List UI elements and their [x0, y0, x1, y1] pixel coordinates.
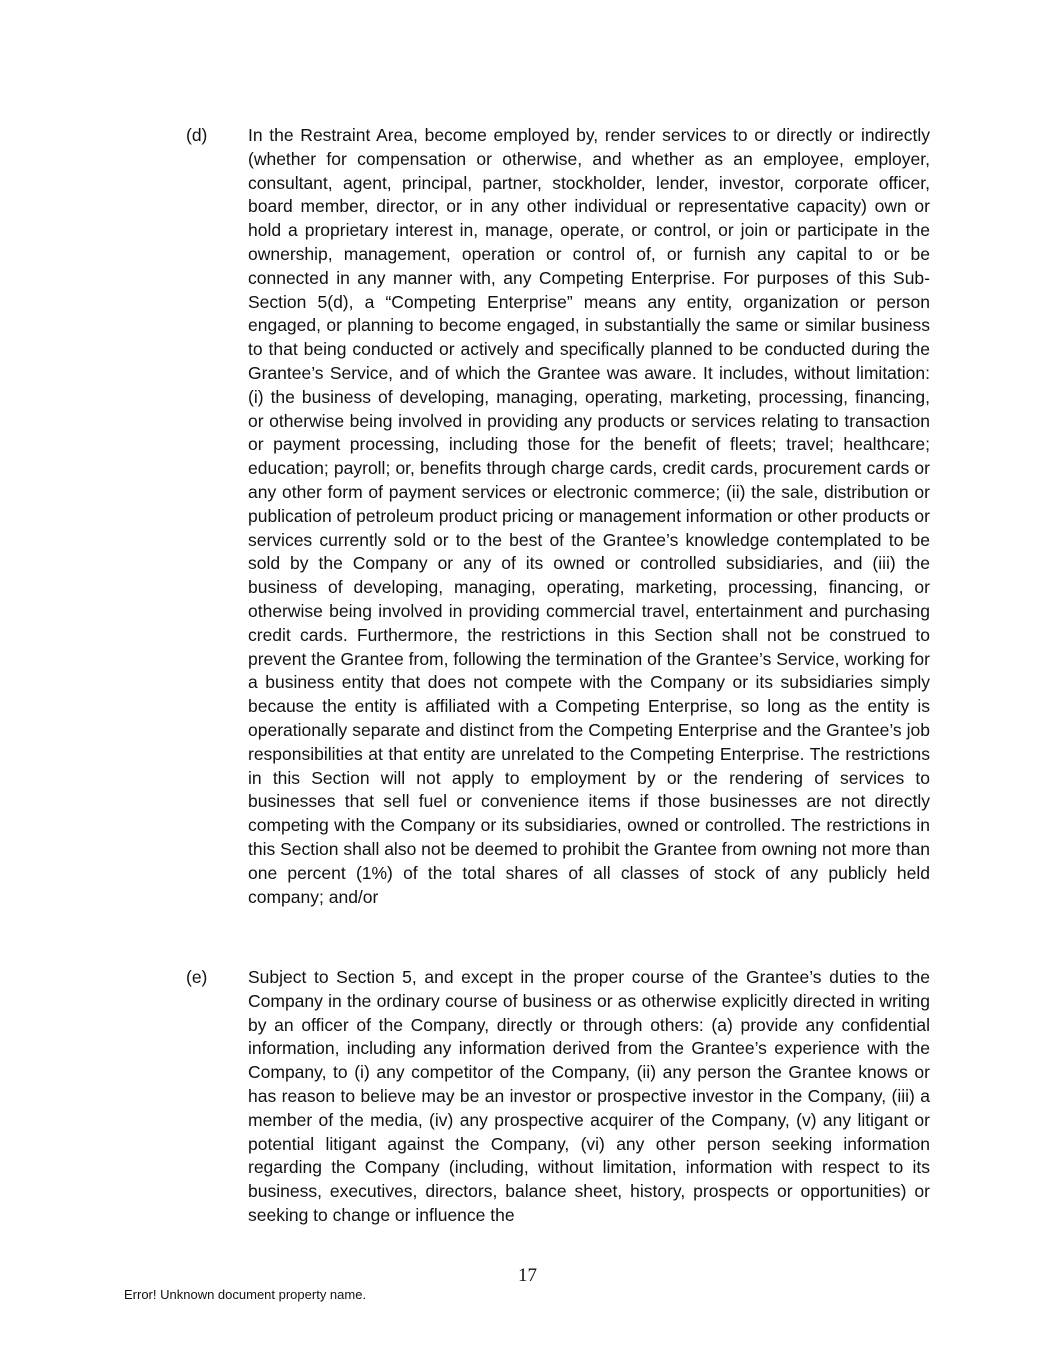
- clause-text: In the Restraint Area, become employed by, render services to or directly or indirectly (whether for compensation or otherwise, and whether as an employee, employer, consultant, agent, principal, partner, stockholder, lender, investor, corporate officer, board member, director, or in any other individual or representative capacity) own or hold a proprietary interest in, manage, operate, or control, or join or participate in the ownership, management, operation or control of, or furnish any capital to or be connected in any manner with, any Competing Enterprise. For purposes of this Sub-Section 5(d), a “Competing Enterprise” means any entity, organization or person engaged, or planning to become engaged, in substantially the same or similar business to that being conducted or actively and specifically planned to be conducted during the Grantee’s Service, and of which the Grantee was aware. It includes, without limitation: (i) the business of developing, managing, operating, marketing, processing, financing, or otherwise being involved in providing any products or services relating to transaction or payment processing, including those for the benefit of fleets; travel; healthcare; education; payroll; or, benefits through charge cards, credit cards, procurement cards or any other form of payment services or electronic commerce; (ii) the sale, distribution or publication of petroleum product pricing or management information or other products or services currently sold or to the best of the Grantee’s knowledge contemplated to be sold by the Company or any of its owned or controlled subsidiaries, and (iii) the business of developing, managing, operating, marketing, processing, financing, or otherwise being involved in providing commercial travel, entertainment and purchasing credit cards. Furthermore, the restrictions in this Section shall not be construed to prevent the Grantee from, following the termination of the Grantee’s Service, working for a business entity that does not compete with the Company or its subsidiaries simply because the entity is affiliated with a Competing Enterprise, so long as the entity is operationally separate and distinct from the Competing Enterprise and the Grantee’s job responsibilities at that entity are unrelated to the Competing Enterprise. The restrictions in this Section will not apply to employment by or the rendering of services to businesses that sell fuel or convenience items if those businesses are not directly competing with the Company or its subsidiaries, owned or controlled. The restrictions in this Section shall also not be deemed to prohibit the Grantee from owning not more than one percent (1%) of the total shares of all classes of stock of any publicly held company; and/or: [248, 125, 930, 907]
- page-number: 17: [518, 1265, 537, 1286]
- clause-label: (e): [186, 967, 208, 987]
- clause-text: Subject to Section 5, and except in the proper course of the Grantee’s duties to the Company in the ordinary course of business or as otherwise explicitly directed in writing by an officer of the Company, directly or through others: (a) provide any confidential information, including any information derived from the Grantee’s experience with the Company, to (i) any competitor of the Company, (ii) any person the Grantee knows or has reason to believe may be an investor or prospective investor in the Company, (iii) a member of the media, (iv) any prospective acquirer of the Company, (v) any litigant or potential litigant against the Company, (vi) any other person seeking information regarding the Company (including, without limitation, information with respect to its business, executives, directors, balance sheet, history, prospects or opportunities) or seeking to change or influence the: [248, 967, 930, 1225]
- footer-doc-property-error: Error! Unknown document property name.: [124, 1287, 367, 1302]
- clause-label: (d): [186, 125, 208, 145]
